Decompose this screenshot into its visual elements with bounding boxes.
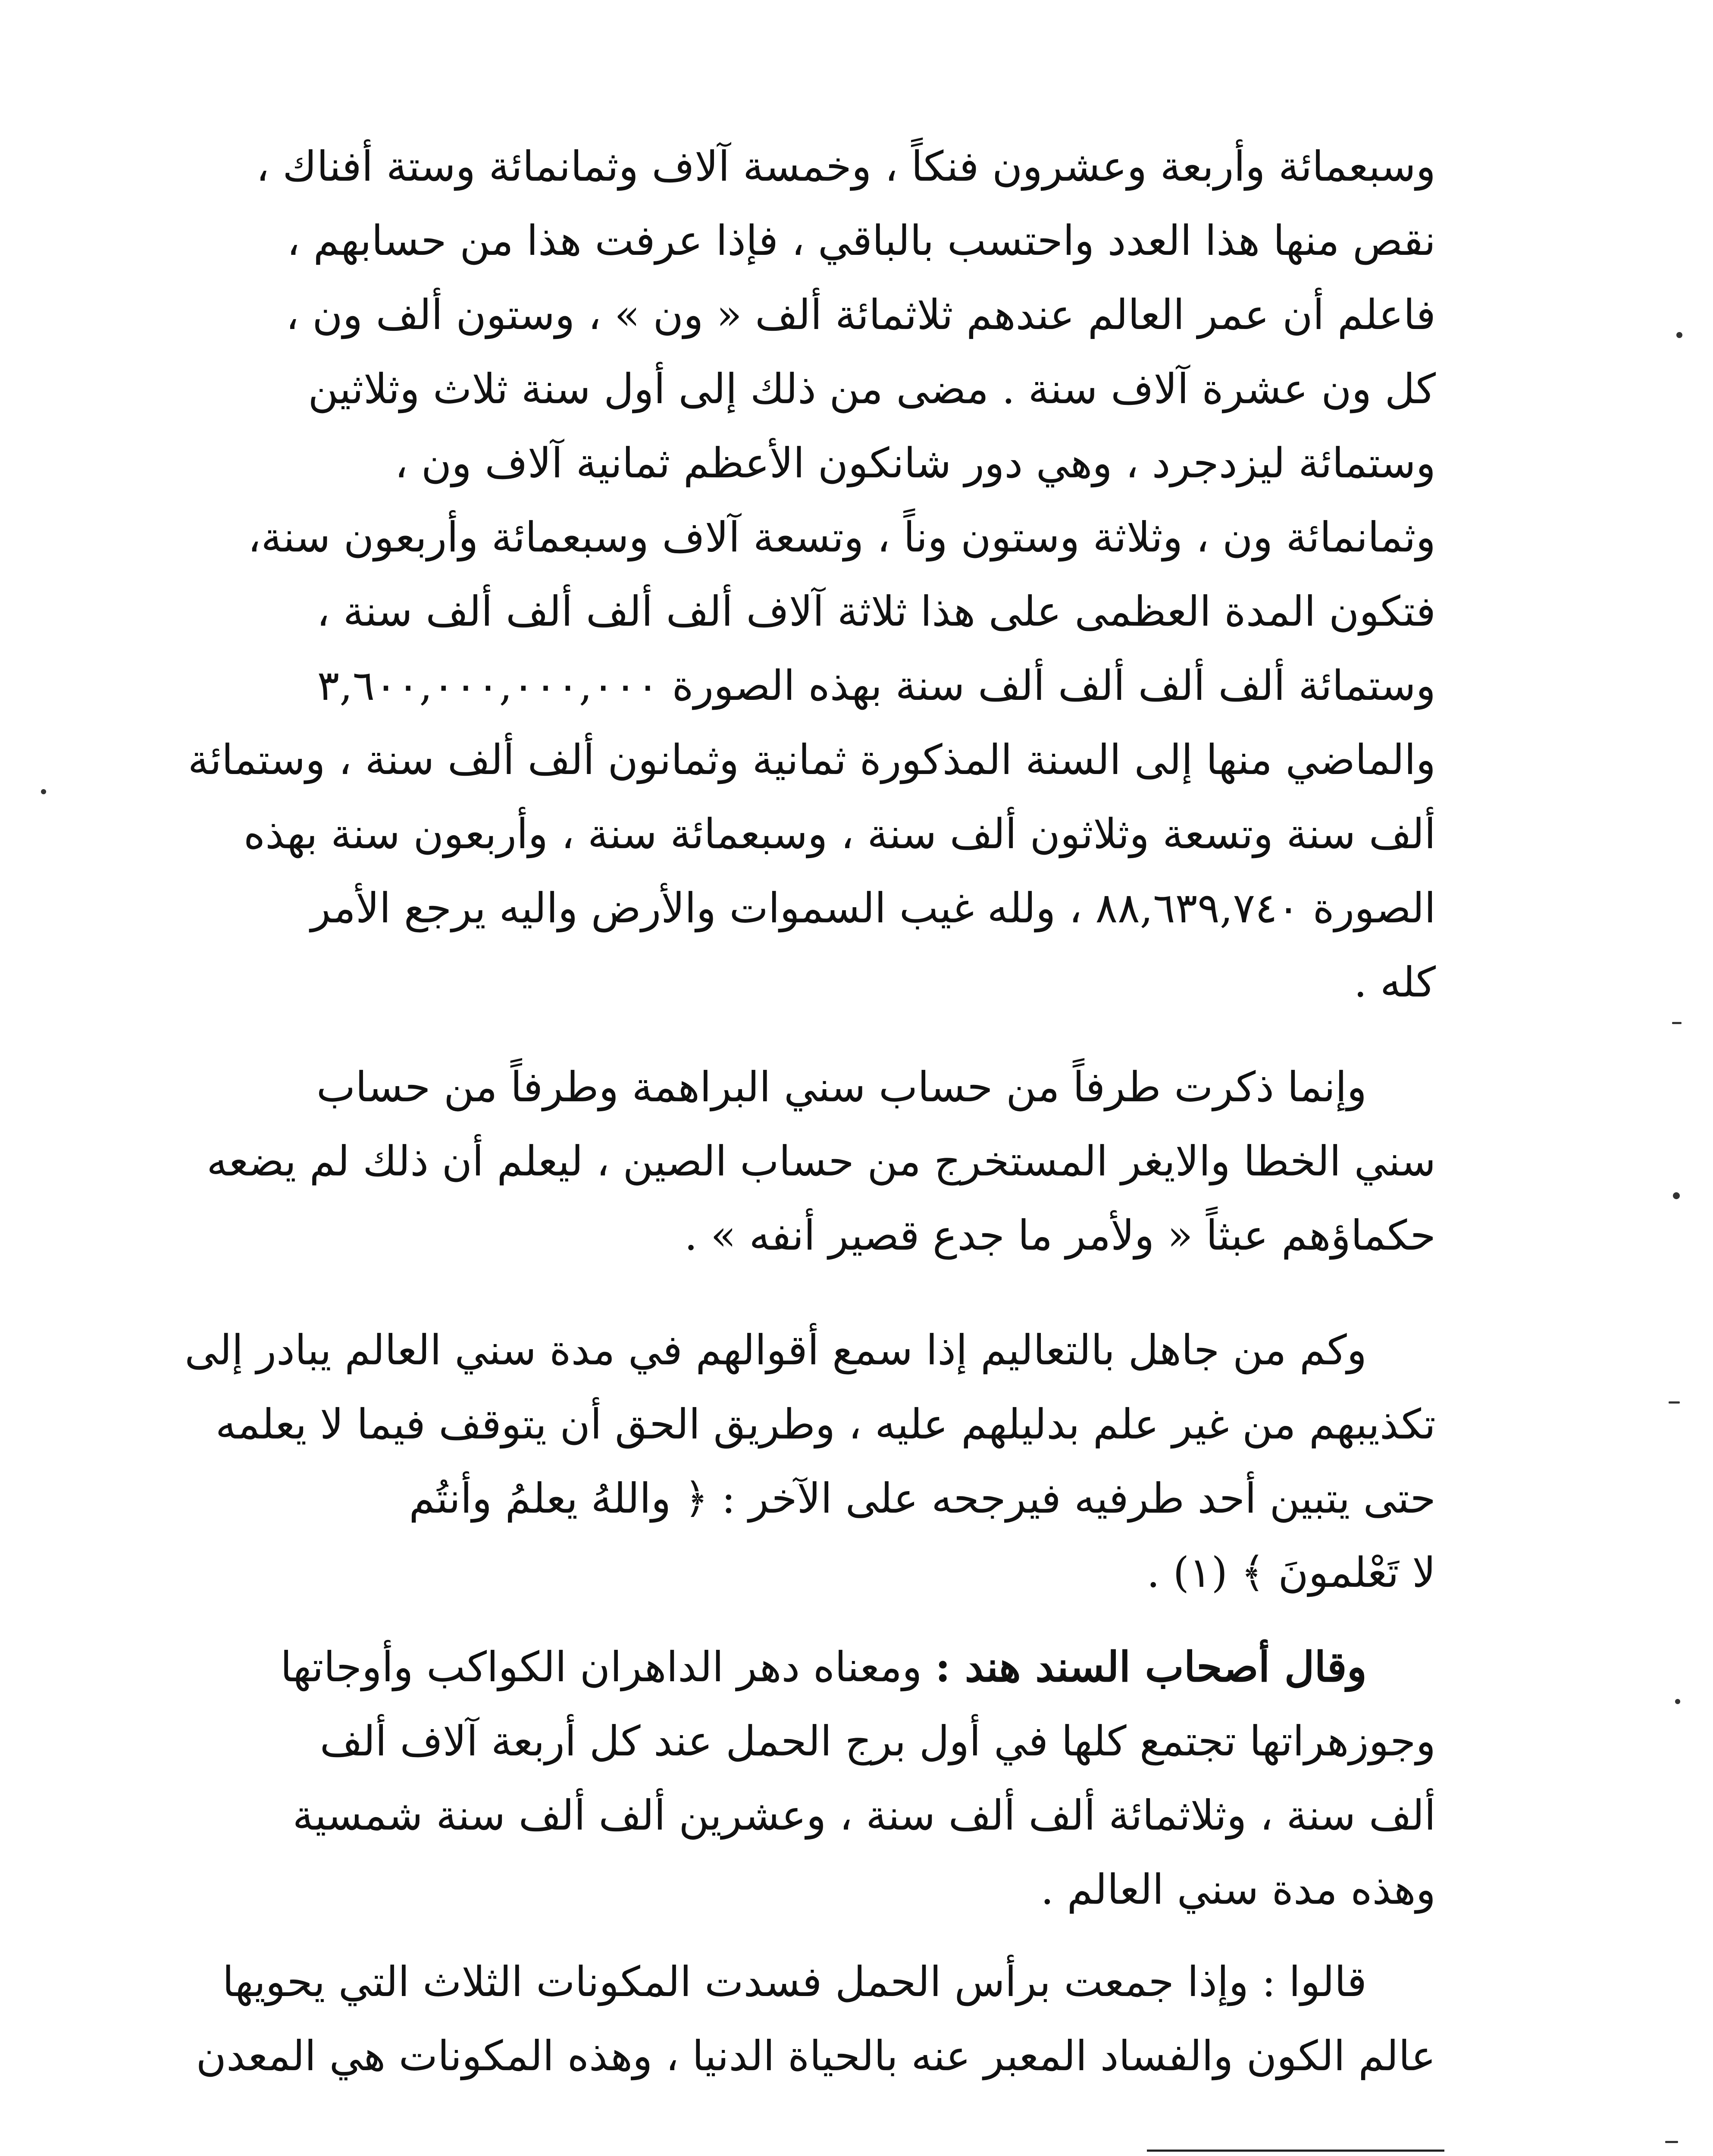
- scan-speck: [1675, 1699, 1680, 1704]
- text-line: كل ون عشرة آلاف سنة . مضى من ذلك إلى أول سنة ثلاث وثلاثين: [308, 365, 1436, 413]
- scan-speck: [1672, 1022, 1682, 1024]
- text-line: فاعلم أن عمر العالم عندهم ثلاثمائة ألف « ون » ، وستون ألف ون ،: [285, 291, 1436, 339]
- paragraph-5: [196, 1945, 1436, 2093]
- text-line: حكماؤهم عبثاً « ولأمر ما جدع قصير أنفه » .: [684, 1211, 1436, 1260]
- text-line: تكذيبهم من غير علم بدليلهم عليه ، وطريق الحق أن يتوقف فيما لا يعلمه: [215, 1400, 1436, 1448]
- text-line: ألف سنة وتسعة وثلاثون ألف سنة ، وسبعمائة سنة ، وأربعون سنة بهذه: [243, 810, 1436, 858]
- paragraph-1: [188, 129, 1436, 1019]
- text-line: وكم من جاهل بالتعاليم إذا سمع أقوالهم في مدة سني العالم يبادر إلى: [185, 1326, 1367, 1374]
- scan-speck: [1676, 332, 1682, 338]
- text-line: سني الخطا والايغر المستخرج من حساب الصين ، ليعلم أن ذلك لم يضعه: [207, 1137, 1436, 1185]
- scan-speck: [1673, 1192, 1680, 1199]
- scan-speck: [1669, 1401, 1680, 1404]
- text-line: [276, 1630, 1436, 1704]
- text-line: وسبعمائة وأربعة وعشرون فنكاً ، وخمسة آلاف وثمانمائة وستة أفناك ،: [256, 142, 1436, 191]
- text-line: حتى يتبين أحد طرفيه فيرجحه على الآخر : ﴿ واللهُ يعلمُ وأنتُم: [409, 1474, 1436, 1523]
- text-line: وستمائة ألف ألف ألف ألف سنة بهذه الصورة ٣,٦٠٠,٠٠٠,٠٠٠,٠٠٠: [317, 661, 1436, 710]
- text-line: وهذه مدة سني العالم .: [1040, 1865, 1436, 1914]
- scan-speck: [1665, 2141, 1678, 2143]
- text-line: عالم الكون والفساد المعبر عنه بالحياة الدنيا ، وهذه المكونات هي المعدن: [196, 2032, 1436, 2080]
- text-line: لا تَعْلمونَ ﴾ (١) .: [1146, 1548, 1436, 1597]
- text-line: الصورة ٨٨,٦٣٩,٧٤٠ ، ولله غيب السموات والأرض واليه يرجع الأمر: [310, 884, 1436, 932]
- text-line: نقص منها هذا العدد واحتسب بالباقي ، فإذا عرفت هذا من حسابهم ،: [287, 216, 1436, 265]
- paragraph-3: [185, 1313, 1436, 1610]
- paragraph-4: [276, 1630, 1436, 1927]
- text-line: وجوزهراتها تجتمع كلها في أول برج الحمل عند كل أربعة آلاف ألف: [319, 1717, 1436, 1765]
- section-lead-heading: وقال أصحاب السند هند :: [935, 1642, 1367, 1691]
- text-line: وثمانمائة ون ، وثلاثة وستون وناً ، وتسعة آلاف وسبعمائة وأربعون سنة،: [247, 513, 1436, 561]
- footnote-divider: [1147, 2150, 1444, 2152]
- text-line: والماضي منها إلى السنة المذكورة ثمانية وثمانون ألف ألف سنة ، وستمائة: [188, 736, 1436, 784]
- text-line: وستمائة ليزدجرد ، وهي دور شانكون الأعظم ثمانية آلاف ون ،: [395, 439, 1436, 487]
- text-line: ألف سنة ، وثلاثمائة ألف ألف سنة ، وعشرين ألف ألف سنة شمسية: [292, 1791, 1436, 1839]
- text-line: فتكون المدة العظمى على هذا ثلاثة آلاف ألف ألف ألف ألف سنة ،: [316, 587, 1436, 636]
- text-line: كله .: [1354, 958, 1436, 1006]
- paragraph-2: [207, 1050, 1436, 1272]
- text-line: قالوا : وإذا جمعت برأس الحمل فسدت المكونات الثلاث التي يحويها: [222, 1958, 1367, 2006]
- text-segment: ومعناه دهر الداهران الكواكب وأوجاتها: [280, 1643, 935, 1691]
- text-line: وإنما ذكرت طرفاً من حساب سني البراهمة وطرفاً من حساب: [316, 1063, 1367, 1111]
- scan-speck: [41, 789, 46, 794]
